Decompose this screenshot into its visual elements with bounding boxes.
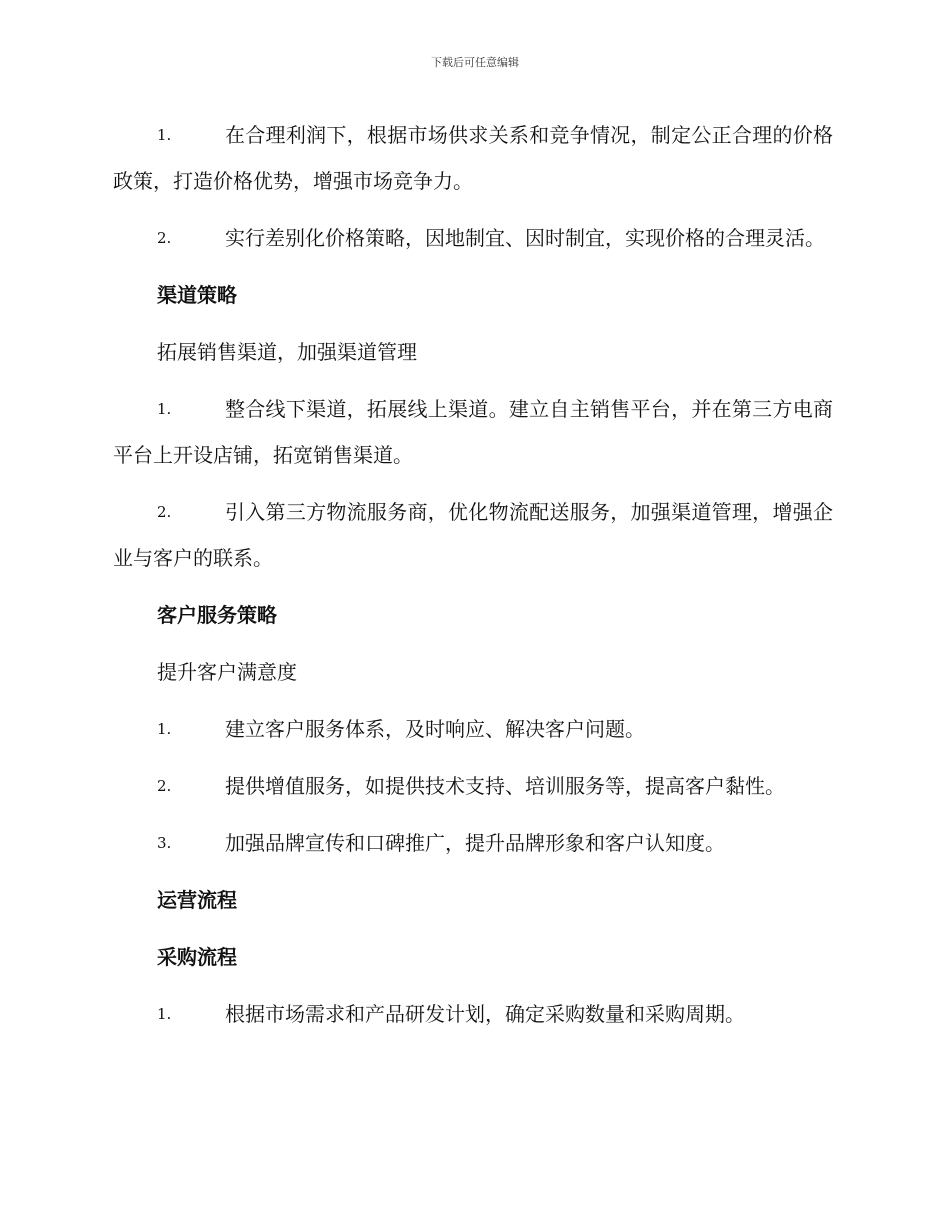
list-item-text: 提供增值服务，如提供技术支持、培训服务等，提高客户黏性。 bbox=[225, 774, 785, 798]
pricing-item-1 bbox=[113, 112, 833, 204]
list-item-text: 实行差别化价格策略，因地制宜、因时制宜，实现价格的合理灵活。 bbox=[225, 226, 825, 250]
procurement-item-1 bbox=[113, 991, 833, 1037]
section-heading-procurement: 采购流程 bbox=[157, 945, 237, 969]
service-item-3 bbox=[113, 820, 833, 866]
list-number: 1. bbox=[157, 400, 172, 418]
list-number: 1. bbox=[157, 720, 172, 738]
list-number: 2. bbox=[157, 503, 172, 521]
document-body bbox=[0, 112, 950, 1048]
list-number: 1. bbox=[157, 126, 172, 144]
list-item-text: 加强品牌宣传和口碑推广，提升品牌形象和客户认知度。 bbox=[225, 831, 725, 855]
list-number: 1. bbox=[157, 1005, 172, 1023]
section-heading-operations: 运营流程 bbox=[157, 888, 237, 912]
list-item-text: 根据市场需求和产品研发计划，确定采购数量和采购周期。 bbox=[225, 1002, 745, 1026]
service-item-2 bbox=[113, 763, 833, 809]
list-number: 2. bbox=[157, 229, 172, 247]
list-item-text: 在合理利润下，根据市场供求关系和竞争情况，制定公正合理的价格政策，打造价格优势，增强市场竞争力。 bbox=[113, 123, 833, 193]
list-number: 2. bbox=[157, 777, 172, 795]
service-item-1 bbox=[113, 706, 833, 752]
channel-item-2 bbox=[113, 489, 833, 581]
pricing-item-2 bbox=[113, 215, 833, 261]
list-item-text: 引入第三方物流服务商，优化物流配送服务，加强渠道管理，增强企业与客户的联系。 bbox=[113, 500, 833, 570]
list-item-text: 建立客户服务体系，及时响应、解决客户问题。 bbox=[225, 717, 645, 741]
list-item-text: 整合线下渠道，拓展线上渠道。建立自主销售平台，并在第三方电商平台上开设店铺，拓宽销售渠道。 bbox=[113, 397, 833, 467]
section-heading-channel: 渠道策略 bbox=[157, 283, 237, 307]
section-subtitle-service: 提升客户满意度 bbox=[157, 660, 297, 684]
section-subtitle-channel: 拓展销售渠道，加强渠道管理 bbox=[157, 340, 417, 364]
channel-item-1 bbox=[113, 386, 833, 478]
page-header: 下载后可任意编辑 bbox=[431, 56, 519, 69]
list-number: 3. bbox=[157, 834, 172, 852]
section-heading-service: 客户服务策略 bbox=[157, 603, 277, 627]
